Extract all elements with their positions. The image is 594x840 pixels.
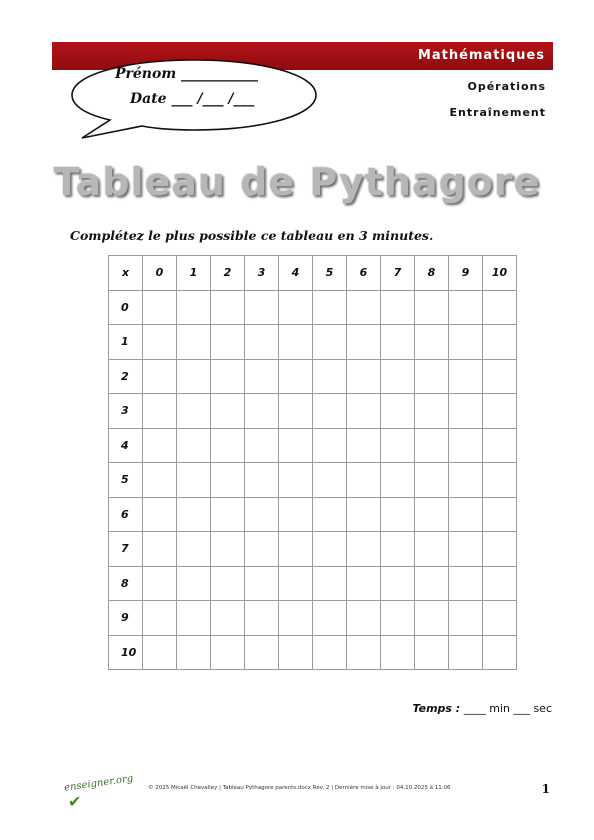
table-row xyxy=(109,635,517,670)
row-header: 0 xyxy=(109,290,143,325)
column-header: 5 xyxy=(313,256,347,291)
answer-cell[interactable] xyxy=(143,566,177,601)
row-header: 10 xyxy=(109,635,143,670)
answer-cell[interactable] xyxy=(177,566,211,601)
answer-cell[interactable] xyxy=(483,532,517,567)
column-header: 6 xyxy=(347,256,381,291)
corner-cell: x xyxy=(109,256,143,291)
answer-cell[interactable] xyxy=(449,566,483,601)
table-row xyxy=(109,566,517,601)
answer-cell[interactable] xyxy=(449,325,483,360)
answer-cell[interactable] xyxy=(381,463,415,498)
answer-cell[interactable] xyxy=(449,290,483,325)
answer-cell[interactable] xyxy=(245,394,279,429)
row-header: 5 xyxy=(109,463,143,498)
answer-cell[interactable] xyxy=(245,325,279,360)
seconds-unit: sec xyxy=(533,702,552,715)
first-name-field[interactable]: Prénom ___________ xyxy=(115,66,259,82)
answer-cell[interactable] xyxy=(313,290,347,325)
answer-cell[interactable] xyxy=(381,497,415,532)
answer-cell[interactable] xyxy=(143,325,177,360)
answer-cell[interactable] xyxy=(177,532,211,567)
answer-cell[interactable] xyxy=(245,532,279,567)
subject-title: Mathématiques xyxy=(417,48,545,63)
answer-cell[interactable] xyxy=(415,635,449,670)
answer-cell[interactable] xyxy=(483,497,517,532)
column-header: 0 xyxy=(143,256,177,291)
answer-cell[interactable] xyxy=(279,428,313,463)
answer-cell[interactable] xyxy=(415,428,449,463)
answer-cell[interactable] xyxy=(313,566,347,601)
answer-cell[interactable] xyxy=(313,635,347,670)
seconds-blank[interactable]: ___ xyxy=(513,702,530,715)
row-header: 8 xyxy=(109,566,143,601)
answer-cell[interactable] xyxy=(381,428,415,463)
answer-cell[interactable] xyxy=(483,359,517,394)
answer-cell[interactable] xyxy=(483,635,517,670)
answer-cell[interactable] xyxy=(245,566,279,601)
speech-bubble xyxy=(70,58,318,142)
answer-cell[interactable] xyxy=(245,601,279,636)
answer-cell[interactable] xyxy=(483,601,517,636)
answer-cell[interactable] xyxy=(279,359,313,394)
answer-cell[interactable] xyxy=(177,428,211,463)
answer-cell[interactable] xyxy=(279,325,313,360)
answer-cell[interactable] xyxy=(449,463,483,498)
row-header: 1 xyxy=(109,325,143,360)
table-row xyxy=(109,325,517,360)
answer-cell[interactable] xyxy=(381,532,415,567)
answer-cell[interactable] xyxy=(143,359,177,394)
answer-cell[interactable] xyxy=(415,359,449,394)
answer-cell[interactable] xyxy=(211,601,245,636)
answer-cell[interactable] xyxy=(177,359,211,394)
answer-cell[interactable] xyxy=(279,532,313,567)
answer-cell[interactable] xyxy=(211,359,245,394)
answer-cell[interactable] xyxy=(211,566,245,601)
answer-cell[interactable] xyxy=(143,394,177,429)
answer-cell[interactable] xyxy=(381,359,415,394)
row-header: 2 xyxy=(109,359,143,394)
answer-cell[interactable] xyxy=(449,428,483,463)
table-row xyxy=(109,394,517,429)
answer-cell[interactable] xyxy=(449,601,483,636)
answer-cell[interactable] xyxy=(143,497,177,532)
answer-cell[interactable] xyxy=(415,601,449,636)
answer-cell[interactable] xyxy=(211,325,245,360)
table-row xyxy=(109,463,517,498)
answer-cell[interactable] xyxy=(415,566,449,601)
table-row xyxy=(109,290,517,325)
column-header: 8 xyxy=(415,256,449,291)
table-row xyxy=(109,601,517,636)
answer-cell[interactable] xyxy=(177,325,211,360)
checkmark-icon: ✔ xyxy=(68,792,82,811)
answer-cell[interactable] xyxy=(381,601,415,636)
answer-cell[interactable] xyxy=(483,290,517,325)
answer-cell[interactable] xyxy=(415,497,449,532)
topic-label: Opérations xyxy=(467,80,546,93)
row-header: 6 xyxy=(109,497,143,532)
answer-cell[interactable] xyxy=(347,497,381,532)
answer-cell[interactable] xyxy=(449,532,483,567)
date-field[interactable]: Date ___ /___ /___ xyxy=(130,91,255,107)
answer-cell[interactable] xyxy=(143,290,177,325)
answer-cell[interactable] xyxy=(143,601,177,636)
table-row xyxy=(109,532,517,567)
table-row xyxy=(109,359,517,394)
answer-cell[interactable] xyxy=(279,463,313,498)
answer-cell[interactable] xyxy=(313,497,347,532)
answer-cell[interactable] xyxy=(347,532,381,567)
answer-cell[interactable] xyxy=(245,428,279,463)
answer-cell[interactable] xyxy=(483,428,517,463)
table-header-row xyxy=(109,256,517,291)
answer-cell[interactable] xyxy=(347,325,381,360)
activity-label: Entraînement xyxy=(449,106,546,119)
answer-cell[interactable] xyxy=(313,394,347,429)
answer-cell[interactable] xyxy=(347,290,381,325)
answer-cell[interactable] xyxy=(347,601,381,636)
answer-cell[interactable] xyxy=(415,463,449,498)
answer-cell[interactable] xyxy=(177,463,211,498)
answer-cell[interactable] xyxy=(483,394,517,429)
answer-cell[interactable] xyxy=(245,635,279,670)
column-header: 7 xyxy=(381,256,415,291)
timer-label: Temps : xyxy=(412,702,461,715)
answer-cell[interactable] xyxy=(177,497,211,532)
table-row xyxy=(109,497,517,532)
answer-cell[interactable] xyxy=(313,325,347,360)
answer-cell[interactable] xyxy=(245,290,279,325)
footer-text: © 2025 Micaël Chevalley | Tableau Pythagore parents.docx Rév. 2 | Dernière mise à jour : 04.10.2025 à 11:06 xyxy=(148,785,451,791)
answer-cell[interactable] xyxy=(347,359,381,394)
answer-cell[interactable] xyxy=(143,532,177,567)
answer-cell[interactable] xyxy=(279,635,313,670)
multiplication-table xyxy=(108,255,517,670)
answer-cell[interactable] xyxy=(415,394,449,429)
minutes-unit: min xyxy=(489,702,510,715)
answer-cell[interactable] xyxy=(211,635,245,670)
answer-cell[interactable] xyxy=(143,463,177,498)
answer-cell[interactable] xyxy=(313,428,347,463)
answer-cell[interactable] xyxy=(211,290,245,325)
row-header: 3 xyxy=(109,394,143,429)
answer-cell[interactable] xyxy=(211,394,245,429)
answer-cell[interactable] xyxy=(279,497,313,532)
answer-cell[interactable] xyxy=(211,497,245,532)
column-header: 10 xyxy=(483,256,517,291)
answer-cell[interactable] xyxy=(211,428,245,463)
answer-cell[interactable] xyxy=(313,601,347,636)
answer-cell[interactable] xyxy=(211,532,245,567)
column-header: 3 xyxy=(245,256,279,291)
answer-cell[interactable] xyxy=(313,359,347,394)
answer-cell[interactable] xyxy=(177,601,211,636)
table-row xyxy=(109,428,517,463)
answer-cell[interactable] xyxy=(483,463,517,498)
column-header: 1 xyxy=(177,256,211,291)
answer-cell[interactable] xyxy=(449,394,483,429)
answer-cell[interactable] xyxy=(279,566,313,601)
answer-cell[interactable] xyxy=(347,566,381,601)
answer-cell[interactable] xyxy=(381,290,415,325)
answer-cell[interactable] xyxy=(313,532,347,567)
page-title: Tableau de Pythagore xyxy=(53,160,541,204)
answer-cell[interactable] xyxy=(177,290,211,325)
answer-cell[interactable] xyxy=(245,497,279,532)
timer-line xyxy=(413,702,552,715)
answer-cell[interactable] xyxy=(347,463,381,498)
answer-cell[interactable] xyxy=(415,325,449,360)
answer-cell[interactable] xyxy=(381,325,415,360)
column-header: 2 xyxy=(211,256,245,291)
column-header: 4 xyxy=(279,256,313,291)
answer-cell[interactable] xyxy=(143,428,177,463)
answer-cell[interactable] xyxy=(279,601,313,636)
answer-cell[interactable] xyxy=(449,359,483,394)
answer-cell[interactable] xyxy=(415,532,449,567)
answer-cell[interactable] xyxy=(483,325,517,360)
row-header: 4 xyxy=(109,428,143,463)
answer-cell[interactable] xyxy=(177,635,211,670)
instruction-text: Complétez le plus possible ce tableau en 3 minutes. xyxy=(70,228,434,243)
answer-cell[interactable] xyxy=(279,394,313,429)
answer-cell[interactable] xyxy=(245,463,279,498)
answer-cell[interactable] xyxy=(347,394,381,429)
answer-cell[interactable] xyxy=(483,566,517,601)
answer-cell[interactable] xyxy=(313,463,347,498)
answer-cell[interactable] xyxy=(177,394,211,429)
column-header: 9 xyxy=(449,256,483,291)
answer-cell[interactable] xyxy=(245,359,279,394)
answer-cell[interactable] xyxy=(381,635,415,670)
answer-cell[interactable] xyxy=(415,290,449,325)
answer-cell[interactable] xyxy=(279,290,313,325)
site-logo: enseigner.org xyxy=(63,773,134,794)
answer-cell[interactable] xyxy=(347,635,381,670)
answer-cell[interactable] xyxy=(143,635,177,670)
answer-cell[interactable] xyxy=(381,566,415,601)
minutes-blank[interactable]: ____ xyxy=(463,702,486,715)
answer-cell[interactable] xyxy=(347,428,381,463)
row-header: 9 xyxy=(109,601,143,636)
answer-cell[interactable] xyxy=(381,394,415,429)
answer-cell[interactable] xyxy=(449,497,483,532)
row-header: 7 xyxy=(109,532,143,567)
answer-cell[interactable] xyxy=(211,463,245,498)
answer-cell[interactable] xyxy=(449,635,483,670)
page-number: 1 xyxy=(541,782,550,796)
